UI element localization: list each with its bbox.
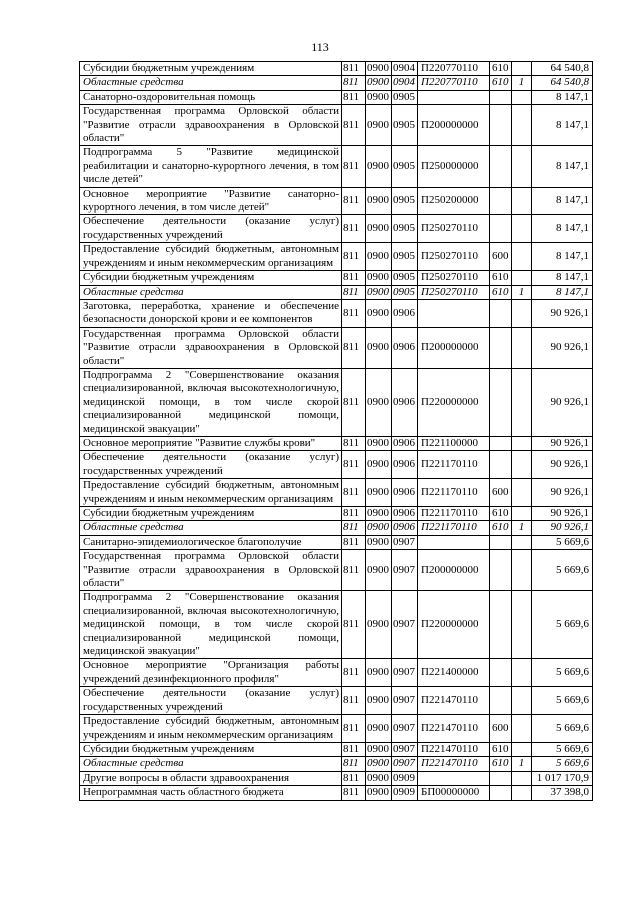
- expense-type-code: [490, 105, 512, 146]
- target-article-code: П250000000: [418, 146, 490, 187]
- funding-type-code: [512, 550, 532, 591]
- funding-type-code: [512, 535, 532, 549]
- table-row: [80, 187, 593, 215]
- ministry-code: 811: [342, 550, 366, 591]
- amount: 5 669,6: [532, 591, 593, 659]
- target-article-code: П250270110: [418, 285, 490, 299]
- expense-type-code: 600: [490, 479, 512, 507]
- table-row: [80, 757, 593, 771]
- amount: 5 669,6: [532, 659, 593, 687]
- table-row: [80, 742, 593, 756]
- amount: 5 669,6: [532, 535, 593, 549]
- ministry-code: 811: [342, 591, 366, 659]
- subsection-code: 0906: [392, 436, 418, 450]
- amount: 90 926,1: [532, 327, 593, 368]
- row-name: Предоставление субсидий бюджетным, автономным учреждениям и иным некоммерческим организациям: [80, 479, 342, 507]
- row-name: Основное мероприятие "Развитие санаторно-курортного лечения, в том числе детей": [80, 187, 342, 215]
- amount: 90 926,1: [532, 436, 593, 450]
- table-row: [80, 715, 593, 743]
- section-code: 0900: [366, 742, 392, 756]
- target-article-code: П250270110: [418, 243, 490, 271]
- subsection-code: 0905: [392, 90, 418, 104]
- ministry-code: 811: [342, 742, 366, 756]
- amount: 5 669,6: [532, 715, 593, 743]
- section-code: 0900: [366, 786, 392, 800]
- expense-type-code: [490, 436, 512, 450]
- funding-type-code: [512, 62, 532, 76]
- table-row: [80, 535, 593, 549]
- subsection-code: 0909: [392, 786, 418, 800]
- target-article-code: [418, 90, 490, 104]
- table-row: [80, 90, 593, 104]
- section-code: 0900: [366, 105, 392, 146]
- ministry-code: 811: [342, 271, 366, 285]
- funding-type-code: [512, 90, 532, 104]
- table-body: [80, 62, 593, 801]
- funding-type-code: 1: [512, 757, 532, 771]
- funding-type-code: [512, 436, 532, 450]
- target-article-code: П220770110: [418, 76, 490, 90]
- expense-type-code: 610: [490, 62, 512, 76]
- table-row: [80, 786, 593, 800]
- table-row: [80, 243, 593, 271]
- subsection-code: 0906: [392, 479, 418, 507]
- ministry-code: 811: [342, 285, 366, 299]
- table-row: [80, 285, 593, 299]
- ministry-code: 811: [342, 687, 366, 715]
- expense-type-code: [490, 786, 512, 800]
- ministry-code: 811: [342, 436, 366, 450]
- expense-type-code: 610: [490, 76, 512, 90]
- amount: 8 147,1: [532, 187, 593, 215]
- amount: 8 147,1: [532, 215, 593, 243]
- section-code: 0900: [366, 659, 392, 687]
- row-name: Областные средства: [80, 76, 342, 90]
- subsection-code: 0907: [392, 742, 418, 756]
- row-name: Санаторно-оздоровительная помощь: [80, 90, 342, 104]
- target-article-code: П200000000: [418, 105, 490, 146]
- row-name: Предоставление субсидий бюджетным, автономным учреждениям и иным некоммерческим организациям: [80, 243, 342, 271]
- section-code: 0900: [366, 479, 392, 507]
- subsection-code: 0905: [392, 146, 418, 187]
- amount: 90 926,1: [532, 451, 593, 479]
- funding-type-code: [512, 771, 532, 785]
- amount: 90 926,1: [532, 521, 593, 535]
- expense-type-code: [490, 550, 512, 591]
- target-article-code: П221170110: [418, 479, 490, 507]
- ministry-code: 811: [342, 757, 366, 771]
- amount: 8 147,1: [532, 90, 593, 104]
- section-code: 0900: [366, 535, 392, 549]
- row-name: Другие вопросы в области здравоохранения: [80, 771, 342, 785]
- ministry-code: 811: [342, 479, 366, 507]
- ministry-code: 811: [342, 368, 366, 436]
- ministry-code: 811: [342, 146, 366, 187]
- funding-type-code: 1: [512, 76, 532, 90]
- table-row: [80, 62, 593, 76]
- amount: 64 540,8: [532, 76, 593, 90]
- table-row: [80, 507, 593, 521]
- subsection-code: 0907: [392, 715, 418, 743]
- target-article-code: П221100000: [418, 436, 490, 450]
- expense-type-code: [490, 687, 512, 715]
- amount: 8 147,1: [532, 105, 593, 146]
- table-row: [80, 368, 593, 436]
- expense-type-code: 610: [490, 285, 512, 299]
- section-code: 0900: [366, 299, 392, 327]
- table-row: [80, 271, 593, 285]
- row-name: Обеспечение деятельности (оказание услуг) государственных учреждений: [80, 215, 342, 243]
- expense-type-code: [490, 299, 512, 327]
- row-name: Государственная программа Орловской области "Развитие отрасли здравоохранения в Орловской области": [80, 327, 342, 368]
- subsection-code: 0907: [392, 659, 418, 687]
- amount: 5 669,6: [532, 550, 593, 591]
- amount: 90 926,1: [532, 479, 593, 507]
- expense-type-code: 610: [490, 507, 512, 521]
- section-code: 0900: [366, 451, 392, 479]
- subsection-code: 0905: [392, 285, 418, 299]
- section-code: 0900: [366, 436, 392, 450]
- target-article-code: П221470110: [418, 757, 490, 771]
- row-name: Предоставление субсидий бюджетным, автономным учреждениям и иным некоммерческим организациям: [80, 715, 342, 743]
- target-article-code: П250270110: [418, 271, 490, 285]
- budget-table: [79, 61, 593, 801]
- section-code: 0900: [366, 187, 392, 215]
- subsection-code: 0907: [392, 757, 418, 771]
- expense-type-code: [490, 451, 512, 479]
- row-name: Основное мероприятие "Развитие службы крови": [80, 436, 342, 450]
- target-article-code: П221170110: [418, 521, 490, 535]
- section-code: 0900: [366, 521, 392, 535]
- row-name: Подпрограмма 5 "Развитие медицинской реабилитации и санаторно-курортного лечения, в том числе детей": [80, 146, 342, 187]
- row-name: Областные средства: [80, 521, 342, 535]
- table-row: [80, 451, 593, 479]
- expense-type-code: 610: [490, 521, 512, 535]
- target-article-code: П221400000: [418, 659, 490, 687]
- table-row: [80, 146, 593, 187]
- table-row: [80, 436, 593, 450]
- target-article-code: П221470110: [418, 742, 490, 756]
- target-article-code: П200000000: [418, 550, 490, 591]
- funding-type-code: [512, 591, 532, 659]
- section-code: 0900: [366, 285, 392, 299]
- amount: 5 669,6: [532, 757, 593, 771]
- amount: 90 926,1: [532, 507, 593, 521]
- funding-type-code: [512, 215, 532, 243]
- ministry-code: 811: [342, 771, 366, 785]
- amount: 8 147,1: [532, 243, 593, 271]
- subsection-code: 0906: [392, 299, 418, 327]
- funding-type-code: [512, 105, 532, 146]
- section-code: 0900: [366, 327, 392, 368]
- amount: 8 147,1: [532, 271, 593, 285]
- amount: 90 926,1: [532, 368, 593, 436]
- subsection-code: 0906: [392, 451, 418, 479]
- amount: 8 147,1: [532, 285, 593, 299]
- section-code: 0900: [366, 550, 392, 591]
- target-article-code: П220770110: [418, 62, 490, 76]
- ministry-code: 811: [342, 535, 366, 549]
- table-row: [80, 550, 593, 591]
- amount: 1 017 170,9: [532, 771, 593, 785]
- table-row: [80, 521, 593, 535]
- funding-type-code: [512, 715, 532, 743]
- funding-type-code: [512, 243, 532, 271]
- expense-type-code: [490, 327, 512, 368]
- target-article-code: П250270110: [418, 215, 490, 243]
- row-name: Областные средства: [80, 757, 342, 771]
- target-article-code: БП00000000: [418, 786, 490, 800]
- amount: 90 926,1: [532, 299, 593, 327]
- row-name: Подпрограмма 2 "Совершенствование оказания специализированной, включая высокотехнологичную, медицинской помощи, в том числе скорой специализированной медицинской помощи, медицинской эвакуации": [80, 591, 342, 659]
- expense-type-code: 600: [490, 715, 512, 743]
- funding-type-code: [512, 368, 532, 436]
- expense-type-code: [490, 368, 512, 436]
- table-row: [80, 591, 593, 659]
- expense-type-code: [490, 90, 512, 104]
- section-code: 0900: [366, 215, 392, 243]
- section-code: 0900: [366, 368, 392, 436]
- table-row: [80, 215, 593, 243]
- ministry-code: 811: [342, 507, 366, 521]
- table-row: [80, 76, 593, 90]
- row-name: Субсидии бюджетным учреждениям: [80, 742, 342, 756]
- row-name: Государственная программа Орловской области "Развитие отрасли здравоохранения в Орловской области": [80, 105, 342, 146]
- subsection-code: 0905: [392, 215, 418, 243]
- subsection-code: 0907: [392, 687, 418, 715]
- row-name: Государственная программа Орловской области "Развитие отрасли здравоохранения в Орловской области": [80, 550, 342, 591]
- amount: 5 669,6: [532, 687, 593, 715]
- section-code: 0900: [366, 687, 392, 715]
- funding-type-code: [512, 299, 532, 327]
- ministry-code: 811: [342, 243, 366, 271]
- ministry-code: 811: [342, 215, 366, 243]
- row-name: Областные средства: [80, 285, 342, 299]
- section-code: 0900: [366, 715, 392, 743]
- funding-type-code: [512, 146, 532, 187]
- section-code: 0900: [366, 76, 392, 90]
- table-row: [80, 687, 593, 715]
- expense-type-code: 610: [490, 757, 512, 771]
- funding-type-code: [512, 187, 532, 215]
- ministry-code: 811: [342, 62, 366, 76]
- ministry-code: 811: [342, 659, 366, 687]
- row-name: Санитарно-эпидемиологическое благополучие: [80, 535, 342, 549]
- target-article-code: [418, 299, 490, 327]
- funding-type-code: [512, 327, 532, 368]
- target-article-code: П250200000: [418, 187, 490, 215]
- target-article-code: П221170110: [418, 451, 490, 479]
- subsection-code: 0905: [392, 243, 418, 271]
- row-name: Субсидии бюджетным учреждениям: [80, 271, 342, 285]
- target-article-code: П221170110: [418, 507, 490, 521]
- subsection-code: 0907: [392, 591, 418, 659]
- ministry-code: 811: [342, 451, 366, 479]
- expense-type-code: [490, 771, 512, 785]
- funding-type-code: [512, 507, 532, 521]
- section-code: 0900: [366, 771, 392, 785]
- section-code: 0900: [366, 757, 392, 771]
- expense-type-code: [490, 215, 512, 243]
- target-article-code: [418, 535, 490, 549]
- funding-type-code: [512, 479, 532, 507]
- funding-type-code: [512, 271, 532, 285]
- section-code: 0900: [366, 243, 392, 271]
- ministry-code: 811: [342, 76, 366, 90]
- section-code: 0900: [366, 90, 392, 104]
- expense-type-code: [490, 187, 512, 215]
- funding-type-code: [512, 687, 532, 715]
- expense-type-code: [490, 591, 512, 659]
- table-row: [80, 771, 593, 785]
- page-number: 113: [311, 40, 329, 54]
- ministry-code: 811: [342, 299, 366, 327]
- row-name: Непрограммная часть областного бюджета: [80, 786, 342, 800]
- funding-type-code: [512, 786, 532, 800]
- table-row: [80, 327, 593, 368]
- subsection-code: 0907: [392, 550, 418, 591]
- target-article-code: П220000000: [418, 591, 490, 659]
- target-article-code: П221470110: [418, 687, 490, 715]
- expense-type-code: 610: [490, 742, 512, 756]
- subsection-code: 0906: [392, 521, 418, 535]
- table-row: [80, 105, 593, 146]
- amount: 8 147,1: [532, 146, 593, 187]
- row-name: Субсидии бюджетным учреждениям: [80, 507, 342, 521]
- table-row: [80, 659, 593, 687]
- subsection-code: 0904: [392, 76, 418, 90]
- row-name: Обеспечение деятельности (оказание услуг) государственных учреждений: [80, 451, 342, 479]
- subsection-code: 0904: [392, 62, 418, 76]
- subsection-code: 0906: [392, 327, 418, 368]
- section-code: 0900: [366, 507, 392, 521]
- row-name: Субсидии бюджетным учреждениям: [80, 62, 342, 76]
- section-code: 0900: [366, 271, 392, 285]
- subsection-code: 0907: [392, 535, 418, 549]
- target-article-code: П200000000: [418, 327, 490, 368]
- expense-type-code: [490, 146, 512, 187]
- target-article-code: П221470110: [418, 715, 490, 743]
- section-code: 0900: [366, 146, 392, 187]
- row-name: Обеспечение деятельности (оказание услуг) государственных учреждений: [80, 687, 342, 715]
- subsection-code: 0906: [392, 507, 418, 521]
- ministry-code: 811: [342, 521, 366, 535]
- target-article-code: П220000000: [418, 368, 490, 436]
- section-code: 0900: [366, 62, 392, 76]
- row-name: Основное мероприятие "Организация работы учреждений дезинфекционного профиля": [80, 659, 342, 687]
- target-article-code: [418, 771, 490, 785]
- expense-type-code: 600: [490, 243, 512, 271]
- expense-type-code: [490, 535, 512, 549]
- table-row: [80, 479, 593, 507]
- subsection-code: 0905: [392, 105, 418, 146]
- funding-type-code: 1: [512, 521, 532, 535]
- funding-type-code: [512, 742, 532, 756]
- table-row: [80, 299, 593, 327]
- ministry-code: 811: [342, 105, 366, 146]
- section-code: 0900: [366, 591, 392, 659]
- subsection-code: 0905: [392, 187, 418, 215]
- row-name: Подпрограмма 2 "Совершенствование оказания специализированной, включая высокотехнологичную, медицинской помощи, в том числе скорой специализированной медицинской помощи, медицинской эвакуации": [80, 368, 342, 436]
- ministry-code: 811: [342, 715, 366, 743]
- subsection-code: 0909: [392, 771, 418, 785]
- amount: 5 669,6: [532, 742, 593, 756]
- subsection-code: 0905: [392, 271, 418, 285]
- ministry-code: 811: [342, 327, 366, 368]
- ministry-code: 811: [342, 786, 366, 800]
- expense-type-code: [490, 659, 512, 687]
- amount: 37 398,0: [532, 786, 593, 800]
- funding-type-code: 1: [512, 285, 532, 299]
- ministry-code: 811: [342, 90, 366, 104]
- ministry-code: 811: [342, 187, 366, 215]
- amount: 64 540,8: [532, 62, 593, 76]
- subsection-code: 0906: [392, 368, 418, 436]
- funding-type-code: [512, 659, 532, 687]
- row-name: Заготовка, переработка, хранение и обеспечение безопасности донорской крови и ее компонентов: [80, 299, 342, 327]
- expense-type-code: 610: [490, 271, 512, 285]
- funding-type-code: [512, 451, 532, 479]
